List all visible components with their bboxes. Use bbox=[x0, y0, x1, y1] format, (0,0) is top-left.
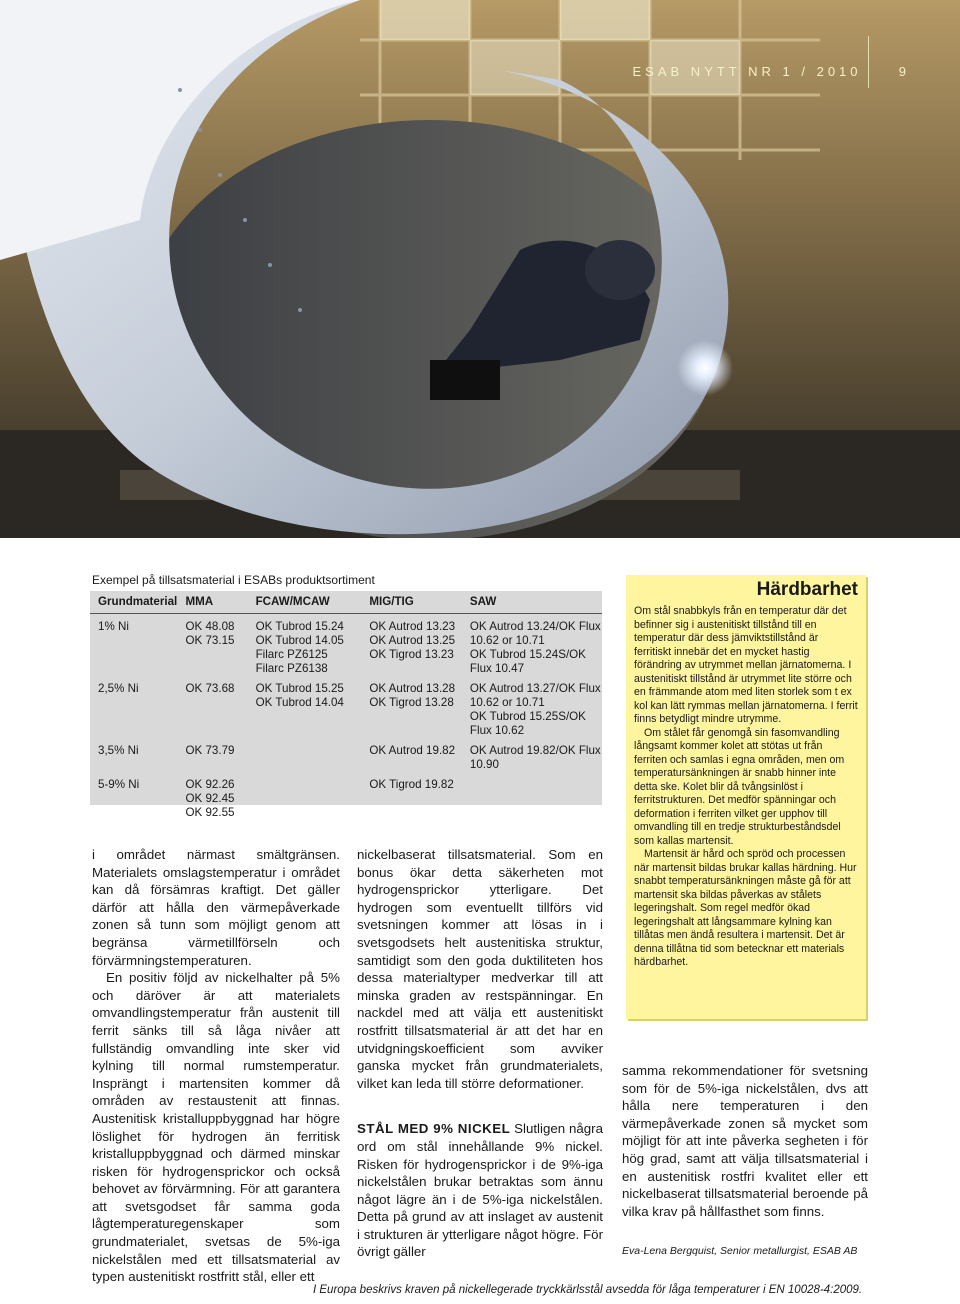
cell-saw: OK Autrod 13.27/OK Flux 10.62 or 10.71 OK Tubrod 15.25S/OK Flux 10.62 bbox=[469, 682, 601, 737]
cell-base: 1% Ni bbox=[98, 620, 129, 633]
section-heading: STÅL MED 9% NICKEL bbox=[357, 1121, 511, 1137]
cell-mig: OK Autrod 13.28 OK Tigrod 13.28 bbox=[369, 682, 456, 709]
article-column-middle bbox=[357, 846, 603, 1261]
welder-inside-pipe-photo bbox=[0, 0, 960, 538]
footnote: I Europa beskrivs kraven på nickellegerade tryckkärlsstål avsedda för låga temperaturer i EN 10028-4:2009. bbox=[313, 1284, 863, 1296]
cell-saw: OK Autrod 19.82/OK Flux 10.90 bbox=[469, 744, 601, 771]
cell-mig: OK Autrod 13.23 OK Autrod 13.25 OK Tigrod 13.23 bbox=[369, 620, 456, 661]
table-row bbox=[90, 738, 602, 772]
article-paragraph-with-heading bbox=[357, 1120, 603, 1261]
cell-saw: OK Autrod 13.24/OK Flux 10.62 or 10.71 OK Tubrod 15.24S/OK Flux 10.47 bbox=[469, 620, 601, 675]
sidebar-paragraph: Om stålet får genomgå sin fasomvandling långsamt kommer kolet att stötas ut från ferriten och samlas i egna områden, men om temperatursänkningen är snabb hinner inte detta ske. Kolet blir då tvångsinlöst i ferritstrukturen. Det medför spänningar och deformation i ferriten vilket ger upphov till omvandling till en tredje strukturbeståndsdel som kallas martensit. bbox=[634, 726, 845, 847]
hardenability-sidebar bbox=[626, 575, 866, 1019]
cell-fcaw bbox=[256, 738, 370, 772]
filler-material-table bbox=[90, 591, 602, 819]
article-paragraph: i området närmast smältgränsen. Materialets omslagstemperatur i området kan då försämras kraftigt. Det gäller därför att hålla den värmepåverkade zonen så tunn som möjligt genom att begränsa värmetillförseln och förvärmningstemperaturen. bbox=[92, 847, 340, 968]
table-row bbox=[90, 676, 602, 738]
article-column-left bbox=[92, 846, 340, 1286]
cell-base: 3,5% Ni bbox=[98, 744, 139, 757]
cell-mig: OK Autrod 19.82 bbox=[369, 744, 456, 757]
filler-material-grid bbox=[90, 591, 602, 820]
cell-base: 2,5% Ni bbox=[98, 682, 139, 695]
author-credit: Eva-Lena Bergquist, Senior metallurgist, ESAB AB bbox=[622, 1245, 858, 1257]
cell-fcaw: OK Tubrod 15.24 OK Tubrod 14.05 Filarc PZ6125 Filarc PZ6138 bbox=[255, 620, 344, 675]
page-number: 9 bbox=[898, 64, 910, 79]
article-column-right bbox=[622, 1062, 868, 1220]
cell-mma: OK 73.68 bbox=[185, 682, 235, 695]
sidebar-paragraph: Martensit är hård och spröd och processen när martensit bildas brukar kallas härdning. Hur snabbt temperatursänkningen måste gå för att martensit ska bildas påverkas av stålets legeringshalt. Som regel medför ökad legeringshalt att långsammare kylning kan tillåtas men ändå resultera i martensit. Det är denna tillåtna tid som betecknar ett materials härdbarhet. bbox=[634, 848, 857, 968]
cell-mma: OK 48.08 OK 73.15 bbox=[185, 620, 235, 647]
sidebar-title: Härdbarhet bbox=[756, 579, 858, 600]
col-header-fcaw: FCAW/MCAW bbox=[256, 591, 370, 614]
sidebar-body bbox=[626, 605, 866, 970]
table-caption: Exempel på tillsatsmaterial i ESABs produktsortiment bbox=[92, 573, 375, 587]
article-paragraph: En positiv följd av nickelhalter på 5% och däröver är att materialets omvandlingstemperatur från austenit till ferrit sänks till så låga nivåer att fullständig omvandling inte sker vid kylning till normal rumstemperatur. Insprängt i martensiten kommer då områden av restaustenit att finnas. Austenitisk kristalluppbyggnad har högre löslighet för hydrogen än ferritisk kristalluppbyggnad och därmed minskar risken för hydrogensprickor och också behovet av förvärmning. För att garantera att svetsgodset får samma goda lågtemperaturegenskaper som grundmaterialet, svetsas de 5%-iga nickelstålen med ett tillsatsmaterial av typen austenitiskt rostfritt stål, eller ett bbox=[92, 970, 340, 1285]
masthead-text: ESAB NYTT NR 1 / 2010 bbox=[632, 64, 862, 79]
table-row bbox=[90, 614, 602, 677]
col-header-mig: MIG/TIG bbox=[369, 591, 470, 614]
cell-saw bbox=[470, 772, 602, 820]
col-header-saw: SAW bbox=[470, 591, 602, 614]
masthead bbox=[633, 64, 910, 79]
table-header-row bbox=[90, 591, 602, 614]
cell-mma: OK 73.79 bbox=[185, 744, 235, 757]
sidebar-paragraph: Om stål snabbkyls från en temperatur där det befinner sig i austenitiskt tillstånd till en temperatur där dess jämviktstillstånd är ferritiskt innebär det en mycket hastig förändring av utrymmet mellan järnatomerna. I austenitiskt tillstånd är utrymmet lite större och en främmande atom med liten storlek som t ex kol kan lätt rymmas mellan järnatomerna. I ferrit finns betydligt mindre utrymme. bbox=[634, 605, 858, 725]
masthead-divider bbox=[868, 36, 869, 88]
table-row bbox=[90, 772, 602, 820]
col-header-base: Grundmaterial bbox=[90, 591, 185, 614]
cell-fcaw bbox=[256, 772, 370, 820]
cell-mig: OK Tigrod 19.82 bbox=[369, 778, 454, 791]
cell-mma: OK 92.26 OK 92.45 OK 92.55 bbox=[185, 778, 235, 819]
article-paragraph: samma rekommendationer för svetsning som för de 5%-iga nickelstålen, dvs att hålla nere temperaturen i den värmepåverkade zonen så mycket som möjligt för att inte påverka segheten i för hög grad, samt att välja tillsatsmaterial i en austenitisk rostfri kvalitet eller ett nickelbaserat tillsatsmaterial beroende på vilka krav på hållfasthet som finns. bbox=[622, 1063, 868, 1219]
article-paragraph: nickelbaserat tillsatsmaterial. Som en bonus ökar detta säkerheten mot hydrogensprickor ytterligare. Det hydrogen som eventuellt tillförs vid svetsningen kommer att lösas in i svetsgodsets helt austenitiska struktur, samtidigt som den goda duktiliteten hos dessa materialtyper medverkar till att minska graden av restspänningar. En nackdel med att välja ett austenitiskt rostfritt tillsatsmaterial är att det har en utvidgningskoefficient som avviker ganska mycket från grundmaterialets, vilket kan leda till större deformationer. bbox=[357, 847, 603, 1091]
article-paragraph-text: Slutligen några ord om stål innehållande 9% nickel. Risken för hydrogensprickor i de 9%-iga nickelstålen brukar betraktas som ännu något lägre än i de 5%-iga nickelstålen. Detta på grund av att inslaget av austenit i strukturen är ytterligare något högre. För övrigt gäller bbox=[357, 1121, 603, 1260]
col-header-mma: MMA bbox=[185, 591, 255, 614]
cell-base: 5-9% Ni bbox=[98, 778, 140, 791]
cell-fcaw: OK Tubrod 15.25 OK Tubrod 14.04 bbox=[255, 682, 344, 709]
header-photo bbox=[0, 0, 960, 538]
